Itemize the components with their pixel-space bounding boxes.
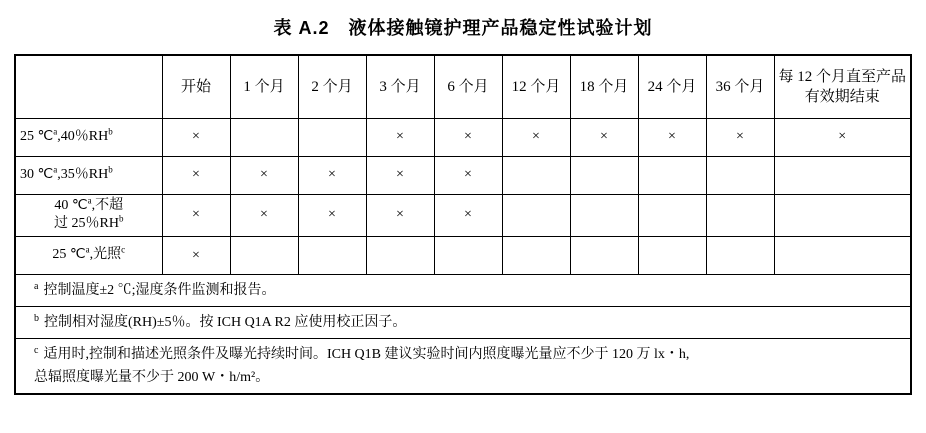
cell-1-7 [638,156,706,194]
cell-3-1 [230,237,298,275]
cell-1-9 [774,156,910,194]
cell-2-5 [502,194,570,237]
cell-1-6 [570,156,638,194]
column-header-5: 6 个月 [434,56,502,118]
column-header-4: 3 个月 [366,56,434,118]
cell-1-5 [502,156,570,194]
cell-3-4 [434,237,502,275]
table-note-c [16,339,910,394]
condition-cell-2: 40 ℃$^a$,不超 过 25％$RH^b$ [16,194,162,237]
cell-0-0: × [162,118,230,156]
stability-table-container [14,54,912,395]
cell-0-1 [230,118,298,156]
condition-cell-1: 30 ℃$^a$,35％$RH^b$ [16,156,162,194]
table-row [16,118,910,156]
note-text-cont-c: 总辐照度曝光量不少于 200 W・h/m²。 [34,370,270,386]
cell-0-2 [298,118,366,156]
note-marker-c: c [34,344,39,356]
cell-3-5 [502,237,570,275]
cell-3-8 [706,237,774,275]
table-row [16,194,910,237]
column-header-9: 36 个月 [706,56,774,118]
table-note-a [16,275,910,307]
note-text-c: 适用时,控制和描述光照条件及曝光持续时间。ICH Q1B 建议实验时间内照度曝光量应不少于 120 万 lx・h, [43,347,690,363]
cell-1-8 [706,156,774,194]
table-header-row [16,56,910,118]
cell-1-3: × [366,156,434,194]
cell-2-6 [570,194,638,237]
cell-3-9 [774,237,910,275]
column-header-2: 1 个月 [230,56,298,118]
note-marker-b: b [34,312,39,324]
note-marker-a: a [34,280,39,292]
condition-cell-0: 25 ℃$^a$,40％$RH^b$ [16,118,162,156]
cell-2-8 [706,194,774,237]
cell-0-5: × [502,118,570,156]
condition-cell-3: 25 ℃$^a$,光照$^c$ [16,237,162,275]
table-note-row [16,339,910,394]
cell-1-4: × [434,156,502,194]
cell-0-3: × [366,118,434,156]
cell-2-7 [638,194,706,237]
column-header-10: 每 12 个月直至产品有效期结束 [774,56,910,118]
cell-3-0: × [162,237,230,275]
cell-0-8: × [706,118,774,156]
table-note-row [16,307,910,339]
note-text-a: 控制温度±2 ℃;湿度条件监测和报告。 [43,283,276,299]
cell-3-3 [366,237,434,275]
column-header-0 [16,56,162,118]
cell-3-6 [570,237,638,275]
note-text-b: 控制相对湿度(RH)±5％。按 ICH Q1A R2 应使用校正因子。 [44,315,407,331]
column-header-6: 12 个月 [502,56,570,118]
table-row [16,156,910,194]
table-note-b [16,307,910,339]
cell-2-4: × [434,194,502,237]
cell-1-0: × [162,156,230,194]
column-header-1: 开始 [162,56,230,118]
cell-2-1: × [230,194,298,237]
cell-2-0: × [162,194,230,237]
cell-2-3: × [366,194,434,237]
cell-2-2: × [298,194,366,237]
cell-0-4: × [434,118,502,156]
cell-1-2: × [298,156,366,194]
cell-3-2 [298,237,366,275]
cell-2-9 [774,194,910,237]
table-title: 表 A.2 液体接触镜护理产品稳定性试验计划 [273,18,653,38]
cell-0-7: × [638,118,706,156]
cell-0-9: × [774,118,910,156]
document-page [0,14,926,433]
cell-1-1: × [230,156,298,194]
table-note-row [16,275,910,307]
stability-table [16,56,910,393]
cell-3-7 [638,237,706,275]
column-header-7: 18 个月 [570,56,638,118]
cell-0-6: × [570,118,638,156]
table-row [16,237,910,275]
column-header-8: 24 个月 [638,56,706,118]
column-header-3: 2 个月 [298,56,366,118]
